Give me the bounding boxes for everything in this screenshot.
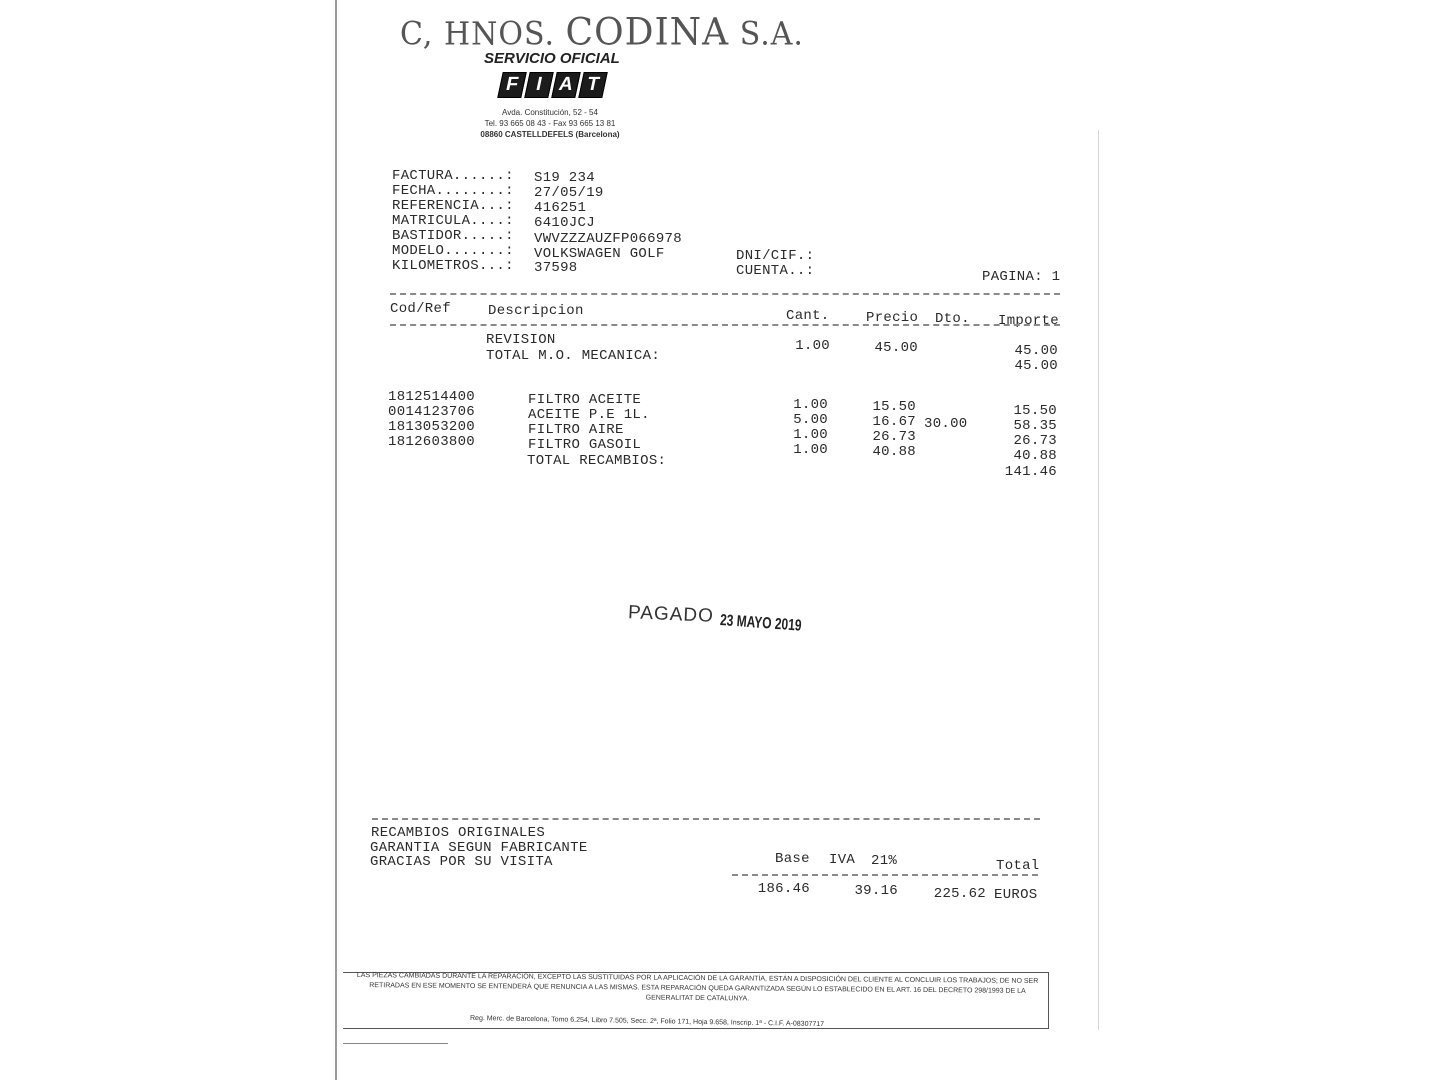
part-desc: FILTRO ACEITE <box>528 392 642 408</box>
part-precio: 26.73 <box>872 429 916 445</box>
total-label: Total <box>996 858 1040 874</box>
part-cant: 1.00 <box>793 427 828 443</box>
col-codref: Cod/Ref <box>390 301 451 317</box>
part-importe: 40.88 <box>1013 448 1057 464</box>
labour-total-label: TOTAL M.O. MECANICA: <box>486 348 661 364</box>
header-rule-bottom <box>390 324 1060 326</box>
totals-rule <box>732 874 1038 876</box>
note-warranty: GARANTIA SEGUN FABRICANTE <box>370 840 588 856</box>
kilometros-label: KILOMETROS...: <box>392 258 514 274</box>
labour-importe: 45.00 <box>1014 343 1058 359</box>
part-importe: 15.50 <box>1013 403 1057 419</box>
labour-precio: 45.00 <box>874 340 918 356</box>
company-name <box>400 11 804 54</box>
parts-total-label: TOTAL RECAMBIOS: <box>527 453 667 469</box>
factura-label: FACTURA......: <box>392 168 514 184</box>
iva-value: 39.16 <box>854 883 898 899</box>
bottom-rule <box>343 1043 448 1044</box>
labour-cant: 1.00 <box>795 338 830 354</box>
part-cant: 5.00 <box>793 412 828 428</box>
page-right-edge <box>1098 130 1099 1030</box>
page-left-edge <box>335 0 337 1080</box>
part-dto: 30.00 <box>924 416 968 432</box>
part-desc: FILTRO AIRE <box>528 422 624 438</box>
part-precio: 16.67 <box>872 414 916 430</box>
part-precio: 40.88 <box>872 444 916 460</box>
matricula-label: MATRICULA....: <box>392 213 514 229</box>
col-importe: Importe <box>998 313 1059 329</box>
logo-letter-a: A <box>551 72 581 98</box>
logo-letter-i: I <box>524 72 554 98</box>
cuenta-label: CUENTA..: <box>736 263 815 279</box>
footer-rule <box>372 818 1040 820</box>
labour-total-value: 45.00 <box>1014 358 1058 374</box>
dni-label: DNI/CIF.: <box>736 248 815 264</box>
logo-letter-f: F <box>497 72 527 98</box>
referencia-value: 416251 <box>534 200 587 216</box>
company-main-name: CODINA <box>565 10 730 55</box>
total-value: 225.62 <box>933 886 986 902</box>
col-dto: Dto. <box>935 311 970 327</box>
part-desc: FILTRO GASOIL <box>528 437 642 453</box>
note-original-parts: RECAMBIOS ORIGINALES <box>371 825 546 841</box>
header-rule-top <box>390 293 1060 295</box>
col-cant: Cant. <box>786 308 830 324</box>
logo-letter-t: T <box>578 72 608 98</box>
legal-notice: LAS PIEZAS CAMBIADAS DURANTE LA REPARACIÓN, EXCEPTO LAS SUSTITUIDAS POR LA APLICACIÓN DE LA GARANTÍA, ESTÁN A DISPOSICIÓN DEL CLIENTE AL CONCLUIR LOS TRABAJOS; DE NO SER RETIRADAS EN ESE MOMENTO SE ENTENDERÁ QUE RENUNCIA A LAS MISMAS. ESTA REPARACIÓN QUEDA GARANTIZADA SEGÚN LO ESTABLECIDO EN EL ART. 16 DEL DECRETO 298/1993 DE LA GENERALITAT DE CATALUNYA. <box>356 972 1039 1003</box>
part-precio: 15.50 <box>872 399 916 415</box>
address-street: Avda. Constitución, 52 - 54 <box>502 108 598 117</box>
referencia-label: REFERENCIA...: <box>392 198 514 214</box>
part-code: 1813053200 <box>388 419 476 435</box>
col-descripcion: Descripcion <box>488 303 584 319</box>
iva-rate: 21% <box>871 853 898 869</box>
address-city: 08860 CASTELLDEFELS (Barcelona) <box>480 130 620 139</box>
parts-total-value: 141.46 <box>1004 464 1057 480</box>
part-cant: 1.00 <box>793 397 828 413</box>
part-cant: 1.00 <box>793 442 828 458</box>
part-code: 1812514400 <box>388 389 476 405</box>
factura-value: S19 234 <box>534 170 595 186</box>
col-precio: Precio <box>866 310 919 326</box>
modelo-value: VOLKSWAGEN GOLF <box>534 246 665 262</box>
fiat-logo <box>497 72 608 98</box>
part-code: 0014123706 <box>388 404 476 420</box>
bastidor-label: BASTIDOR.....: <box>392 228 514 244</box>
kilometros-value: 37598 <box>534 260 578 276</box>
company-suffix: S.A. <box>739 16 804 53</box>
iva-label: IVA <box>829 852 856 868</box>
part-importe: 26.73 <box>1013 433 1057 449</box>
note-thanks: GRACIAS POR SU VISITA <box>370 854 553 870</box>
fecha-value: 27/05/19 <box>534 185 604 201</box>
address-phone: Tel. 93 665 08 43 - Fax 93 665 13 81 <box>484 119 616 128</box>
currency: EUROS <box>994 887 1038 903</box>
paid-stamp-date: 23 MAYO 2019 <box>719 612 803 635</box>
page-number: PAGINA: 1 <box>982 269 1061 285</box>
part-desc: ACEITE P.E 1L. <box>528 407 650 423</box>
service-label: SERVICIO OFICIAL <box>484 50 620 67</box>
matricula-value: 6410JCJ <box>534 215 595 231</box>
labour-desc: REVISION <box>486 332 556 348</box>
part-code: 1812603800 <box>388 434 476 450</box>
base-value: 186.46 <box>757 881 810 897</box>
registry-info: Reg. Merc. de Barcelona, Tomo 6.254, Libro 7.505, Secc. 2ª, Folio 171, Hoja 9.658, Inscrip. 1ª - C.I.F. A-08307717 <box>469 1014 825 1029</box>
paid-stamp: PAGADO <box>627 602 715 627</box>
modelo-label: MODELO.......: <box>392 243 514 259</box>
fecha-label: FECHA........: <box>392 183 514 199</box>
company-prefix: C, HNOS. <box>400 16 555 53</box>
bastidor-value: VWVZZZAUZFP066978 <box>534 231 682 247</box>
part-importe: 58.35 <box>1013 418 1057 434</box>
base-label: Base <box>775 851 810 867</box>
